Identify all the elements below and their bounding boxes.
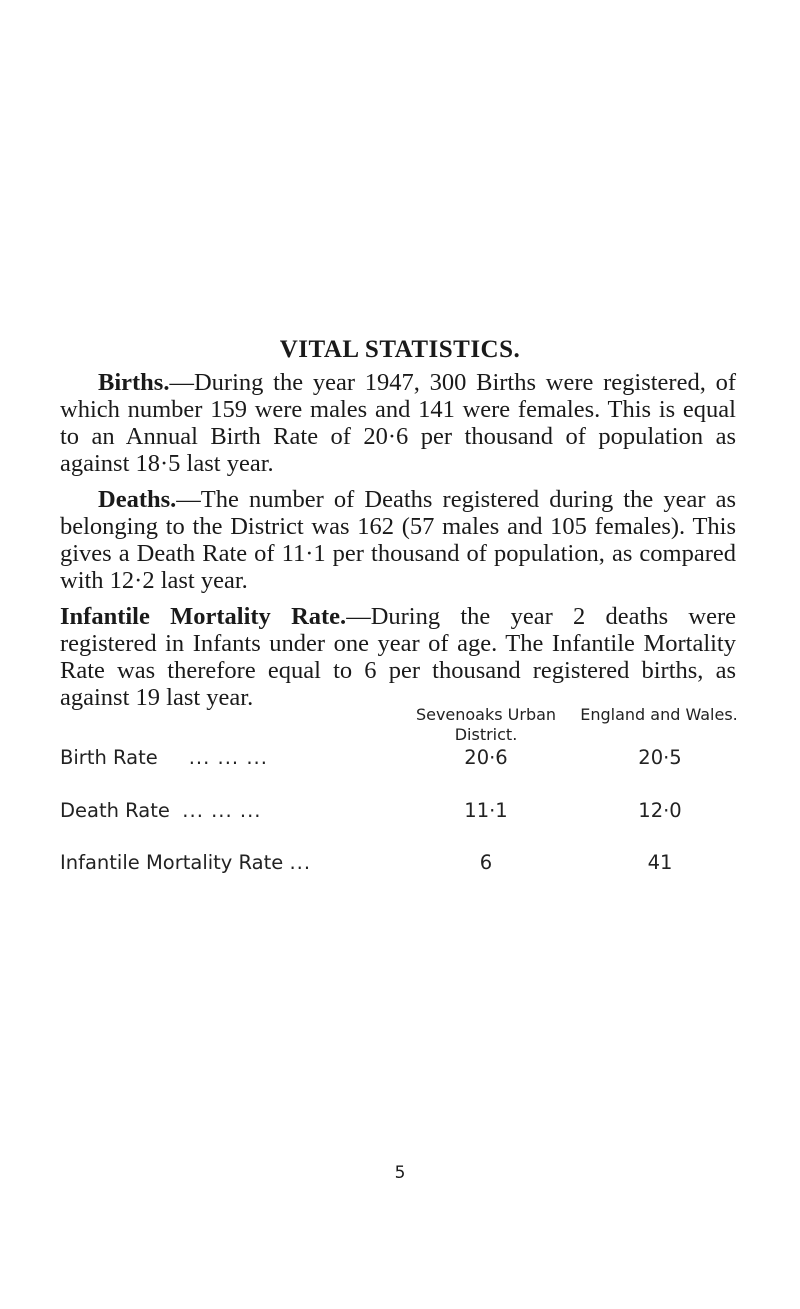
row-label xyxy=(60,799,261,822)
row-label-text: Infantile Mortality Rate xyxy=(60,851,284,874)
infantile-paragraph xyxy=(60,603,736,711)
births-lead: Births. xyxy=(98,369,170,396)
sevenoaks-value: 6 xyxy=(479,851,493,874)
page-heading: VITAL STATISTICS. xyxy=(279,336,521,363)
leader-dots: ... ... ... xyxy=(188,746,268,769)
leader-dots: ... ... ... xyxy=(182,799,262,822)
row-label-text: Birth Rate xyxy=(60,746,158,769)
births-text: —During the year 1947, 300 Births were registered, of which number 159 were males and 141 were females. This is equal to an Annual Birth Rate of 20·6 per thousand of population as against 18·5 last year. xyxy=(60,369,736,477)
deaths-paragraph xyxy=(60,486,736,594)
row-label xyxy=(60,851,311,874)
leader-dots: ... xyxy=(289,851,312,874)
births-paragraph xyxy=(60,369,736,477)
infantile-text: —During the year 2 deaths were registered in Infants under one year of age. The Infantile Mortality Rate was therefore equal to 6 per thousand registered births, as against 19 last year. xyxy=(60,603,737,711)
row-label-text: Death Rate xyxy=(60,799,170,822)
table-row xyxy=(60,851,740,881)
table-row xyxy=(60,799,740,829)
deaths-text: —The number of Deaths registered during the year as belonging to the District was 162 (57 males and 105 females). This gives a Death Rate of 11·1 per thousand of population, as compared with 12·2 last year. xyxy=(60,486,736,594)
england-wales-value: 20·5 xyxy=(638,746,682,769)
infantile-lead: Infantile Mortality Rate. xyxy=(60,603,347,630)
column-header-england-wales: England and Wales. xyxy=(580,705,738,724)
sevenoaks-value: 11·1 xyxy=(464,799,508,822)
table-row xyxy=(60,746,740,776)
england-wales-value: 12·0 xyxy=(638,799,682,822)
column-header-sevenoaks: Sevenoaks Urban District. xyxy=(415,705,557,744)
page-number: 5 xyxy=(394,1163,406,1183)
sevenoaks-value: 20·6 xyxy=(464,746,508,769)
row-label xyxy=(60,746,268,769)
deaths-lead: Deaths. xyxy=(98,486,177,513)
england-wales-value: 41 xyxy=(647,851,673,874)
